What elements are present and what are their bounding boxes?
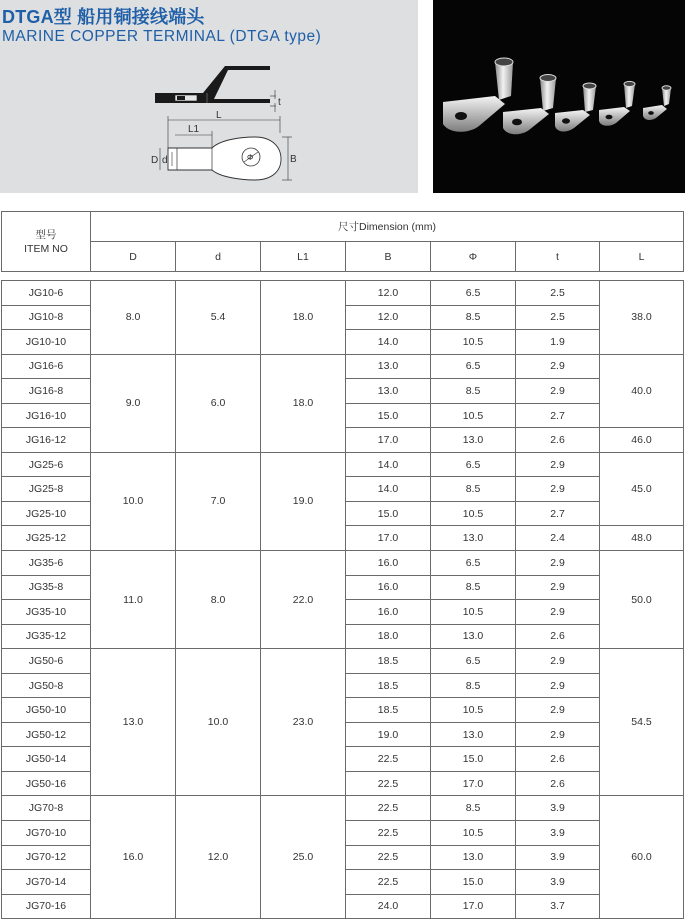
column-header: t xyxy=(516,242,600,272)
column-header: Φ xyxy=(431,242,516,272)
item-head-en: ITEM NO xyxy=(24,242,68,255)
cell-L1: 18.0 xyxy=(261,281,346,355)
cell-t: 2.6 xyxy=(516,771,600,796)
item-no-cell: JG35-6 xyxy=(2,551,91,576)
label-B: B xyxy=(290,154,297,165)
cell-t: 2.9 xyxy=(516,354,600,379)
table-row xyxy=(2,649,684,674)
cell-t: 2.9 xyxy=(516,551,600,576)
item-no-cell: JG35-12 xyxy=(2,624,91,649)
table-row xyxy=(2,281,684,306)
cell-phi: 8.5 xyxy=(431,796,516,821)
cell-L: 54.5 xyxy=(600,649,684,796)
item-no-cell: JG50-12 xyxy=(2,722,91,747)
page-title-zh: DTGA型 船用铜接线端头 xyxy=(2,7,205,27)
cell-B: 15.0 xyxy=(346,501,431,526)
terminal-technical-drawing xyxy=(0,0,418,193)
label-D: D xyxy=(151,155,159,166)
cell-t: 2.9 xyxy=(516,477,600,502)
cell-d: 8.0 xyxy=(176,551,261,649)
cell-phi: 8.5 xyxy=(431,379,516,404)
cell-phi: 10.5 xyxy=(431,698,516,723)
cell-t: 2.9 xyxy=(516,673,600,698)
cell-t: 3.9 xyxy=(516,821,600,846)
item-no-cell: JG35-10 xyxy=(2,600,91,625)
cell-B: 18.5 xyxy=(346,673,431,698)
cell-B: 12.0 xyxy=(346,305,431,330)
cell-d: 6.0 xyxy=(176,354,261,452)
cell-B: 18.0 xyxy=(346,624,431,649)
cell-phi: 6.5 xyxy=(431,354,516,379)
cell-phi: 6.5 xyxy=(431,281,516,306)
cell-B: 24.0 xyxy=(346,894,431,919)
cell-phi: 13.0 xyxy=(431,845,516,870)
cell-t: 2.4 xyxy=(516,526,600,551)
item-no-cell: JG10-8 xyxy=(2,305,91,330)
label-L: L xyxy=(216,110,222,121)
item-no-cell: JG50-16 xyxy=(2,771,91,796)
item-no-cell: JG16-8 xyxy=(2,379,91,404)
cell-L: 45.0 xyxy=(600,452,684,526)
cell-t: 3.9 xyxy=(516,845,600,870)
label-phi: Φ xyxy=(247,153,254,162)
item-no-cell: JG25-10 xyxy=(2,501,91,526)
cell-B: 16.0 xyxy=(346,551,431,576)
item-no-cell: JG70-8 xyxy=(2,796,91,821)
cell-B: 22.5 xyxy=(346,845,431,870)
cell-t: 2.9 xyxy=(516,698,600,723)
cell-L1: 19.0 xyxy=(261,452,346,550)
item-no-cell: JG25-6 xyxy=(2,452,91,477)
cell-d: 7.0 xyxy=(176,452,261,550)
cell-t: 3.7 xyxy=(516,894,600,919)
item-no-header xyxy=(2,212,91,272)
cell-L: 50.0 xyxy=(600,551,684,649)
item-no-cell: JG50-14 xyxy=(2,747,91,772)
cell-t: 2.6 xyxy=(516,747,600,772)
cell-B: 12.0 xyxy=(346,281,431,306)
table-row xyxy=(2,551,684,576)
top-view-drawing xyxy=(151,110,297,180)
cell-t: 2.9 xyxy=(516,722,600,747)
page-title-en: MARINE COPPER TERMINAL (DTGA type) xyxy=(2,28,322,45)
cell-L: 60.0 xyxy=(600,796,684,919)
cell-t: 2.9 xyxy=(516,379,600,404)
cell-L1: 18.0 xyxy=(261,354,346,452)
cell-phi: 13.0 xyxy=(431,624,516,649)
item-no-cell: JG70-16 xyxy=(2,894,91,919)
item-no-cell: JG35-8 xyxy=(2,575,91,600)
item-no-cell: JG10-10 xyxy=(2,330,91,355)
cell-B: 17.0 xyxy=(346,428,431,453)
cell-phi: 17.0 xyxy=(431,771,516,796)
cell-t: 2.6 xyxy=(516,624,600,649)
lug-1-icon xyxy=(443,58,513,132)
cell-L: 38.0 xyxy=(600,281,684,355)
cell-B: 22.5 xyxy=(346,747,431,772)
table-row xyxy=(2,452,684,477)
cell-d: 12.0 xyxy=(176,796,261,919)
item-no-cell: JG50-10 xyxy=(2,698,91,723)
label-d: d xyxy=(162,155,168,166)
item-no-cell: JG10-6 xyxy=(2,281,91,306)
cell-phi: 6.5 xyxy=(431,649,516,674)
cell-phi: 10.5 xyxy=(431,330,516,355)
table-row xyxy=(2,354,684,379)
cell-D: 9.0 xyxy=(91,354,176,452)
column-header-row xyxy=(2,242,684,272)
cell-B: 19.0 xyxy=(346,722,431,747)
cell-t: 2.9 xyxy=(516,452,600,477)
cell-L: 46.0 xyxy=(600,428,684,453)
cell-L: 48.0 xyxy=(600,526,684,551)
terminal-lugs-photo-illustration xyxy=(433,0,685,193)
cell-t: 2.5 xyxy=(516,305,600,330)
cell-L1: 22.0 xyxy=(261,551,346,649)
side-view-drawing xyxy=(155,66,281,112)
column-header: L xyxy=(600,242,684,272)
cell-B: 13.0 xyxy=(346,379,431,404)
cell-phi: 6.5 xyxy=(431,551,516,576)
cell-phi: 15.0 xyxy=(431,747,516,772)
cell-B: 18.5 xyxy=(346,649,431,674)
column-header: D xyxy=(91,242,176,272)
cell-phi: 10.5 xyxy=(431,403,516,428)
cell-phi: 10.5 xyxy=(431,600,516,625)
product-photo xyxy=(433,0,685,193)
cell-B: 13.0 xyxy=(346,354,431,379)
item-no-cell: JG50-8 xyxy=(2,673,91,698)
item-no-cell: JG70-14 xyxy=(2,870,91,895)
cell-d: 5.4 xyxy=(176,281,261,355)
cell-d: 10.0 xyxy=(176,649,261,796)
diagram-panel xyxy=(0,0,418,193)
cell-t: 2.9 xyxy=(516,600,600,625)
cell-phi: 10.5 xyxy=(431,821,516,846)
cell-L: 40.0 xyxy=(600,354,684,428)
cell-phi: 17.0 xyxy=(431,894,516,919)
item-no-cell: JG16-6 xyxy=(2,354,91,379)
cell-phi: 8.5 xyxy=(431,575,516,600)
column-header: B xyxy=(346,242,431,272)
cell-B: 22.5 xyxy=(346,771,431,796)
item-no-cell: JG70-12 xyxy=(2,845,91,870)
cell-D: 8.0 xyxy=(91,281,176,355)
cell-B: 22.5 xyxy=(346,821,431,846)
cell-B: 16.0 xyxy=(346,600,431,625)
cell-B: 16.0 xyxy=(346,575,431,600)
dimension-table xyxy=(1,211,684,919)
cell-D: 11.0 xyxy=(91,551,176,649)
cell-B: 14.0 xyxy=(346,477,431,502)
item-no-cell: JG16-12 xyxy=(2,428,91,453)
cell-phi: 13.0 xyxy=(431,428,516,453)
table-gap-row xyxy=(2,272,684,281)
cell-D: 10.0 xyxy=(91,452,176,550)
column-header: d xyxy=(176,242,261,272)
cell-t: 2.9 xyxy=(516,649,600,674)
table-row xyxy=(2,796,684,821)
cell-D: 16.0 xyxy=(91,796,176,919)
header-section xyxy=(0,0,685,196)
item-no-cell: JG70-10 xyxy=(2,821,91,846)
lug-3-icon xyxy=(555,83,596,132)
cell-t: 2.9 xyxy=(516,575,600,600)
column-header: L1 xyxy=(261,242,346,272)
cell-B: 14.0 xyxy=(346,452,431,477)
cell-t: 2.5 xyxy=(516,281,600,306)
item-no-cell: JG50-6 xyxy=(2,649,91,674)
cell-phi: 8.5 xyxy=(431,305,516,330)
cell-phi: 8.5 xyxy=(431,673,516,698)
label-t: t xyxy=(278,97,281,108)
label-L1: L1 xyxy=(188,124,200,135)
item-no-cell: JG25-12 xyxy=(2,526,91,551)
cell-B: 22.5 xyxy=(346,870,431,895)
item-no-cell: JG25-8 xyxy=(2,477,91,502)
cell-phi: 10.5 xyxy=(431,501,516,526)
cell-B: 17.0 xyxy=(346,526,431,551)
lug-5-icon xyxy=(643,86,671,120)
cell-B: 14.0 xyxy=(346,330,431,355)
cell-phi: 6.5 xyxy=(431,452,516,477)
dimension-header: 尺寸Dimension (mm) xyxy=(91,212,684,242)
cell-t: 2.6 xyxy=(516,428,600,453)
cell-B: 22.5 xyxy=(346,796,431,821)
cell-B: 18.5 xyxy=(346,698,431,723)
cell-phi: 13.0 xyxy=(431,722,516,747)
item-head-zh: 型号 xyxy=(35,228,57,241)
cell-phi: 8.5 xyxy=(431,477,516,502)
cell-phi: 15.0 xyxy=(431,870,516,895)
table-body xyxy=(2,272,684,919)
cell-t: 2.7 xyxy=(516,501,600,526)
lug-4-icon xyxy=(599,81,635,125)
cell-t: 3.9 xyxy=(516,870,600,895)
cell-L1: 25.0 xyxy=(261,796,346,919)
cell-t: 2.7 xyxy=(516,403,600,428)
cell-D: 13.0 xyxy=(91,649,176,796)
cell-t: 3.9 xyxy=(516,796,600,821)
item-no-cell: JG16-10 xyxy=(2,403,91,428)
cell-t: 1.9 xyxy=(516,330,600,355)
cell-L1: 23.0 xyxy=(261,649,346,796)
cell-phi: 13.0 xyxy=(431,526,516,551)
cell-B: 15.0 xyxy=(346,403,431,428)
